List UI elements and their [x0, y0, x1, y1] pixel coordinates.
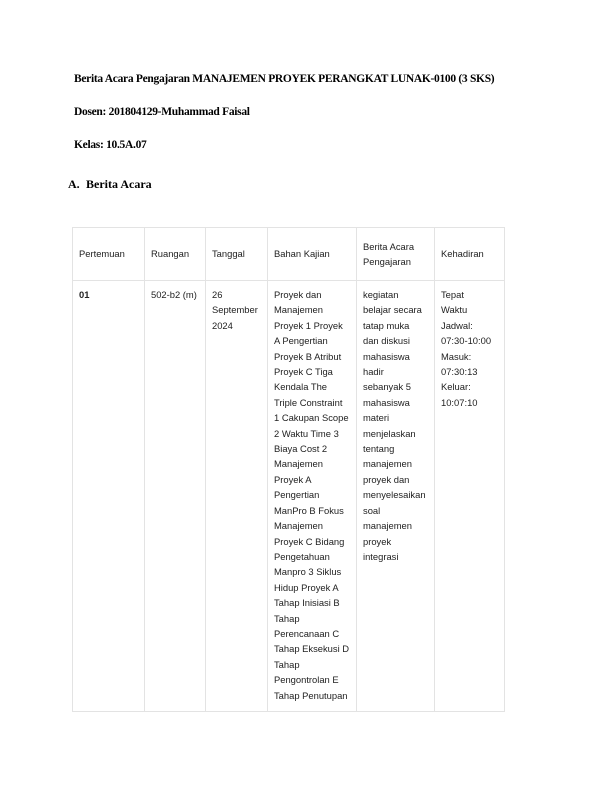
cell-line: proyek dan [363, 473, 410, 485]
cell-line: Tahap Eksekusi D [274, 643, 350, 655]
cell-line: Proyek C Bidang [274, 535, 345, 547]
cell-line: materi [363, 412, 390, 424]
cell-line: tentang [363, 443, 395, 455]
cell-line: Proyek dan [274, 289, 322, 300]
document-title: Berita Acara Pengajaran MANAJEMEN PROYEK PERANGKAT LUNAK-0100 (3 SKS) [74, 73, 495, 85]
class-info: Kelas: 10.5A.07 [74, 139, 147, 151]
cell-line: Hidup Proyek A [274, 581, 339, 593]
cell-line: Kendala The [274, 381, 327, 393]
cell-line: Waktu [441, 304, 468, 316]
cell-line: Tahap Penutupan [274, 689, 348, 701]
berita-acara-table [72, 227, 505, 712]
cell-line: integrasi [363, 550, 399, 562]
cell-line: Pengertian [274, 489, 320, 501]
cell-line: tatap muka [363, 319, 410, 331]
cell-line: dan diskusi [363, 335, 410, 347]
cell-kehadiran [435, 281, 505, 712]
table-header-row [73, 228, 505, 281]
cell-line: Tahap Inisiasi B [274, 597, 340, 609]
cell-line: September [212, 304, 258, 316]
cell-line: Manajemen [274, 520, 323, 532]
cell-line: menjelaskan [363, 427, 416, 439]
cell-line: Tahap [274, 658, 300, 670]
column-header-ruangan: Ruangan [145, 228, 206, 281]
column-header-kehadiran: Kehadiran [435, 228, 505, 281]
cell-line: belajar secara [363, 304, 422, 316]
cell-bahan-kajian [268, 281, 357, 712]
section-letter: A. [68, 177, 80, 191]
cell-line: manajemen [363, 458, 412, 470]
cell-line: A Pengertian [274, 335, 328, 347]
cell-line: sebanyak 5 [363, 381, 411, 393]
cell-line: 2024 [212, 319, 233, 331]
cell-line: mahasiswa [363, 350, 410, 362]
section-title: Berita Acara [86, 177, 152, 191]
cell-line: manajemen [363, 520, 412, 532]
cell-line: ManPro B Fokus [274, 504, 344, 516]
column-header-tanggal: Tanggal [206, 228, 268, 281]
column-header-bahan-kajian: Bahan Kajian [268, 228, 357, 281]
column-header-pertemuan: Pertemuan [73, 228, 145, 281]
cell-line: mahasiswa [363, 396, 410, 408]
cell-line: 2 Waktu Time 3 [274, 427, 339, 439]
cell-line: Jadwal: [441, 319, 473, 331]
cell-line: Manpro 3 Siklus [274, 566, 342, 578]
cell-line: 07:30-10:00 [441, 335, 492, 347]
cell-line: 26 [212, 289, 223, 300]
cell-line: Keluar: [441, 381, 471, 393]
table-row [73, 281, 505, 712]
cell-line: hadir [363, 366, 384, 378]
cell-line: Pengetahuan [274, 550, 330, 562]
cell-line: Proyek B Atribut [274, 350, 342, 362]
cell-pertemuan: 01 [73, 281, 145, 712]
cell-line: 10:07:10 [441, 396, 478, 408]
cell-line: Tahap [274, 612, 300, 624]
cell-line: Tepat [441, 289, 464, 300]
cell-line: menyelesaikan [363, 489, 426, 501]
cell-line: Manajemen [274, 304, 323, 316]
cell-line: soal [363, 504, 381, 516]
cell-tanggal [206, 281, 268, 712]
cell-line: 1 Cakupan Scope [274, 412, 349, 424]
cell-line: 07:30:13 [441, 366, 478, 378]
cell-ruangan: 502-b2 (m) [145, 281, 206, 712]
column-header-berita-acara: Berita Acara Pengajaran [357, 228, 435, 281]
lecturer-info: Dosen: 201804129-Muhammad Faisal [74, 106, 250, 118]
cell-line: Proyek C Tiga [274, 366, 333, 378]
cell-line: kegiatan [363, 289, 399, 300]
cell-line: proyek [363, 535, 392, 547]
cell-line: Triple Constraint [274, 396, 343, 408]
cell-line: Biaya Cost 2 [274, 443, 328, 455]
cell-line: Proyek 1 Proyek [274, 319, 343, 331]
cell-berita-acara [357, 281, 435, 712]
cell-line: Pengontrolan E [274, 674, 339, 686]
cell-line: Proyek A [274, 473, 312, 485]
cell-line: Manajemen [274, 458, 323, 470]
cell-line: Masuk: [441, 350, 472, 362]
section-heading [68, 177, 152, 192]
cell-line: Perencanaan C [274, 627, 340, 639]
